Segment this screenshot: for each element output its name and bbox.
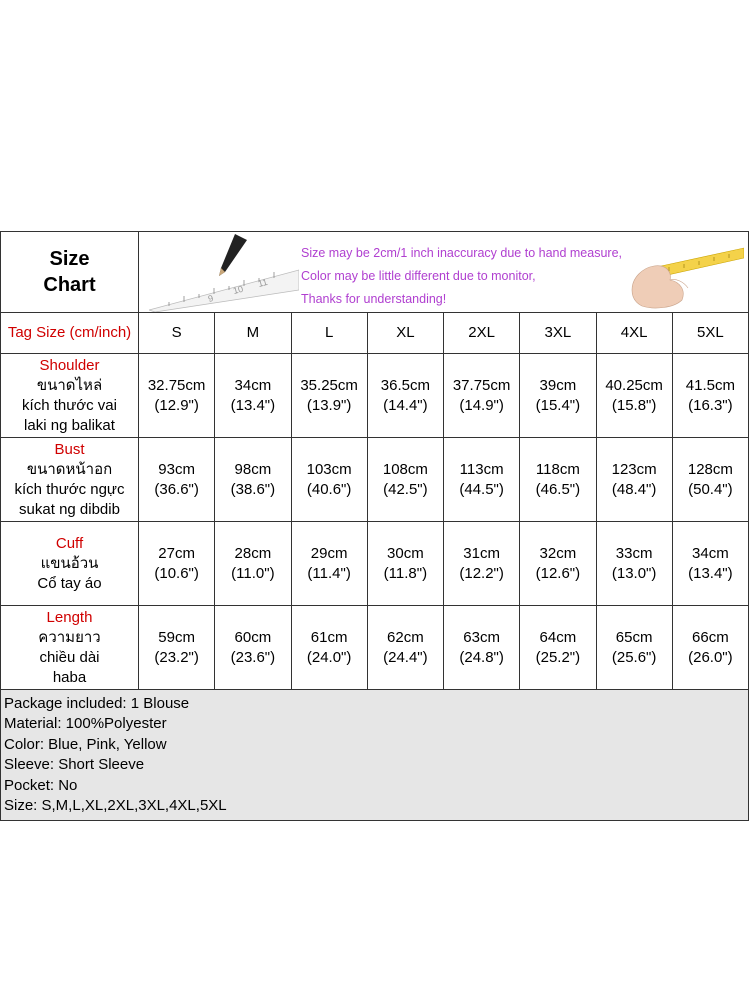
value-inch: (12.6") xyxy=(535,564,581,582)
value-inch: (38.6") xyxy=(230,480,276,498)
value-inch: (36.6") xyxy=(154,480,199,498)
value-cm: 32.75cm xyxy=(147,376,206,394)
measurement-cell xyxy=(215,522,291,606)
row-label: Bust xyxy=(54,440,85,458)
value-inch: (48.4") xyxy=(611,480,657,498)
value-inch: (13.9") xyxy=(306,396,352,414)
value-cm: 41.5cm xyxy=(685,376,735,394)
value-cm: 37.75cm xyxy=(452,376,511,394)
value-cm: 62cm xyxy=(387,628,424,646)
measurement-cell xyxy=(520,438,596,522)
row-label-cell xyxy=(1,522,139,606)
measurement-cell xyxy=(139,606,215,690)
value-inch: (13.0") xyxy=(611,564,657,582)
value-cm: 63cm xyxy=(463,628,500,646)
hand-tape-measure-illustration xyxy=(624,238,744,310)
value-cm: 66cm xyxy=(692,628,729,646)
svg-text:11: 11 xyxy=(256,276,269,289)
value-inch: (50.4") xyxy=(688,480,733,498)
size-header-row xyxy=(1,313,749,354)
product-info-line: Package included: 1 Blouse xyxy=(4,695,190,712)
value-inch: (10.6") xyxy=(154,564,199,582)
value-cm: 34cm xyxy=(234,376,272,394)
tag-size-label: Tag Size (cm/inch) xyxy=(1,313,139,354)
size-header-3xl: 3XL xyxy=(520,313,596,354)
value-inch: (24.4") xyxy=(383,648,428,666)
value-cm: 36.5cm xyxy=(380,376,430,394)
value-inch: (40.6") xyxy=(306,480,352,498)
measurement-cell xyxy=(672,606,748,690)
size-header-5xl: 5XL xyxy=(672,313,748,354)
measurement-row-shoulder xyxy=(1,354,749,438)
measurement-cell xyxy=(596,438,672,522)
measurement-cell xyxy=(520,606,596,690)
value-cm: 34cm xyxy=(692,544,729,562)
value-inch: (15.4") xyxy=(535,396,581,414)
row-label-translation: chiều dài xyxy=(39,648,100,666)
row-label-translation: Cổ tay áo xyxy=(37,574,102,592)
value-cm: 128cm xyxy=(687,460,733,478)
measurement-cell xyxy=(444,522,520,606)
value-inch: (24.8") xyxy=(459,648,504,666)
measurement-cell xyxy=(444,354,520,438)
product-info-line: Material: 100%Polyester xyxy=(4,715,167,733)
size-header-2xl: 2XL xyxy=(444,313,520,354)
measurement-cell xyxy=(444,438,520,522)
measurement-cell xyxy=(215,354,291,438)
value-inch: (11.8") xyxy=(383,564,428,582)
product-info-line: Sleeve: Short Sleeve xyxy=(4,756,145,774)
title-line-1: Size xyxy=(49,248,90,270)
ruler-pencil-illustration xyxy=(149,232,299,312)
value-inch: (15.8") xyxy=(611,396,657,414)
value-inch: (46.5") xyxy=(535,480,581,498)
value-inch: (14.9") xyxy=(459,396,504,414)
row-label: Shoulder xyxy=(39,356,100,374)
value-cm: 118cm xyxy=(535,460,580,478)
product-info-line: Size: S,M,L,XL,2XL,3XL,4XL,5XL xyxy=(4,797,227,815)
measurement-cell xyxy=(596,354,672,438)
value-cm: 98cm xyxy=(234,460,272,478)
value-cm: 93cm xyxy=(158,460,195,478)
size-header-m: M xyxy=(215,313,291,354)
row-label-translation: sukat ng dibdib xyxy=(19,500,120,518)
value-cm: 28cm xyxy=(234,544,272,562)
value-cm: 29cm xyxy=(310,544,348,562)
measurement-cell xyxy=(367,522,443,606)
value-inch: (13.4") xyxy=(230,396,276,414)
value-inch: (11.0") xyxy=(231,564,275,582)
size-chart-table xyxy=(0,231,749,821)
measurement-cell xyxy=(291,522,367,606)
measurement-cell xyxy=(596,522,672,606)
value-cm: 27cm xyxy=(158,544,195,562)
measurement-cell xyxy=(139,522,215,606)
value-inch: (25.6") xyxy=(611,648,657,666)
value-cm: 61cm xyxy=(310,628,348,646)
measurement-cell xyxy=(291,606,367,690)
value-inch: (24.0") xyxy=(306,648,352,666)
value-cm: 39cm xyxy=(539,376,577,394)
value-cm: 31cm xyxy=(463,544,500,562)
value-cm: 35.25cm xyxy=(300,376,358,394)
measurement-cell xyxy=(215,606,291,690)
measurement-cell xyxy=(444,606,520,690)
row-label-translation: แขนอ้วน xyxy=(40,554,99,572)
size-header-4xl: 4XL xyxy=(596,313,672,354)
value-cm: 40.25cm xyxy=(605,376,663,394)
value-cm: 32cm xyxy=(539,544,577,562)
product-info-row xyxy=(1,690,749,821)
value-inch: (26.0") xyxy=(688,648,733,666)
value-inch: (14.4") xyxy=(383,396,428,414)
measurement-cell xyxy=(139,438,215,522)
value-cm: 60cm xyxy=(234,628,272,646)
size-header-xl: XL xyxy=(367,313,443,354)
measurement-row-bust xyxy=(1,438,749,522)
value-cm: 103cm xyxy=(306,460,352,478)
value-inch: (42.5") xyxy=(383,480,428,498)
note-line: Color may be little different due to monitor, xyxy=(301,269,536,283)
value-cm: 64cm xyxy=(539,628,577,646)
row-label-translation: ขนาดหน้าอก xyxy=(26,460,113,478)
note-line: Size may be 2cm/1 inch inaccuracy due to hand measure, xyxy=(301,246,623,260)
value-cm: 59cm xyxy=(158,628,195,646)
row-label-translation: laki ng balikat xyxy=(24,416,115,434)
value-cm: 123cm xyxy=(611,460,657,478)
size-header-l: L xyxy=(291,313,367,354)
value-inch: (44.5") xyxy=(459,480,504,498)
value-inch: (16.3") xyxy=(688,396,733,414)
value-cm: 65cm xyxy=(615,628,653,646)
chart-title xyxy=(1,232,139,313)
row-label: Cuff xyxy=(55,534,84,552)
product-info-line: Pocket: No xyxy=(4,776,78,794)
measurement-cell xyxy=(672,522,748,606)
size-header-s: S xyxy=(139,313,215,354)
row-label-cell xyxy=(1,354,139,438)
measurement-cell xyxy=(672,354,748,438)
title-line-2: Chart xyxy=(43,274,96,296)
row-label-translation: ขนาดไหล่ xyxy=(36,376,103,394)
measurement-row-length xyxy=(1,606,749,690)
svg-text:9: 9 xyxy=(206,292,215,304)
value-inch: (12.9") xyxy=(154,396,199,414)
value-inch: (23.2") xyxy=(154,648,199,666)
measurement-cell xyxy=(291,438,367,522)
value-inch: (25.2") xyxy=(535,648,581,666)
measurement-cell xyxy=(367,606,443,690)
value-inch: (12.2") xyxy=(459,564,504,582)
row-label-translation: ความยาว xyxy=(38,628,101,646)
measurement-cell xyxy=(672,438,748,522)
value-inch: (13.4") xyxy=(688,564,733,582)
measurement-cell xyxy=(596,606,672,690)
product-info xyxy=(1,690,749,821)
value-cm: 113cm xyxy=(459,460,504,478)
value-cm: 30cm xyxy=(387,544,424,562)
svg-text:10: 10 xyxy=(231,283,245,296)
value-inch: (11.4") xyxy=(307,564,351,582)
size-chart xyxy=(0,231,749,822)
row-label-translation: haba xyxy=(52,668,87,686)
row-label-cell xyxy=(1,438,139,522)
measurement-cell xyxy=(291,354,367,438)
measurement-row-cuff xyxy=(1,522,749,606)
measurement-cell xyxy=(367,354,443,438)
value-cm: 108cm xyxy=(382,460,428,478)
row-label-cell xyxy=(1,606,139,690)
value-inch: (23.6") xyxy=(230,648,276,666)
row-label-translation: kích thước ngực xyxy=(14,480,125,498)
measurement-cell xyxy=(520,522,596,606)
notes-text xyxy=(301,242,622,311)
measurement-cell xyxy=(215,438,291,522)
row-label-translation: kích thước vai xyxy=(22,396,117,414)
measurement-cell xyxy=(367,438,443,522)
measurement-cell xyxy=(520,354,596,438)
product-info-line: Color: Blue, Pink, Yellow xyxy=(4,735,167,753)
notes-banner xyxy=(139,232,749,313)
row-label: Length xyxy=(46,608,93,626)
note-line: Thanks for understanding! xyxy=(301,292,447,306)
value-cm: 33cm xyxy=(615,544,653,562)
measurement-cell xyxy=(139,354,215,438)
